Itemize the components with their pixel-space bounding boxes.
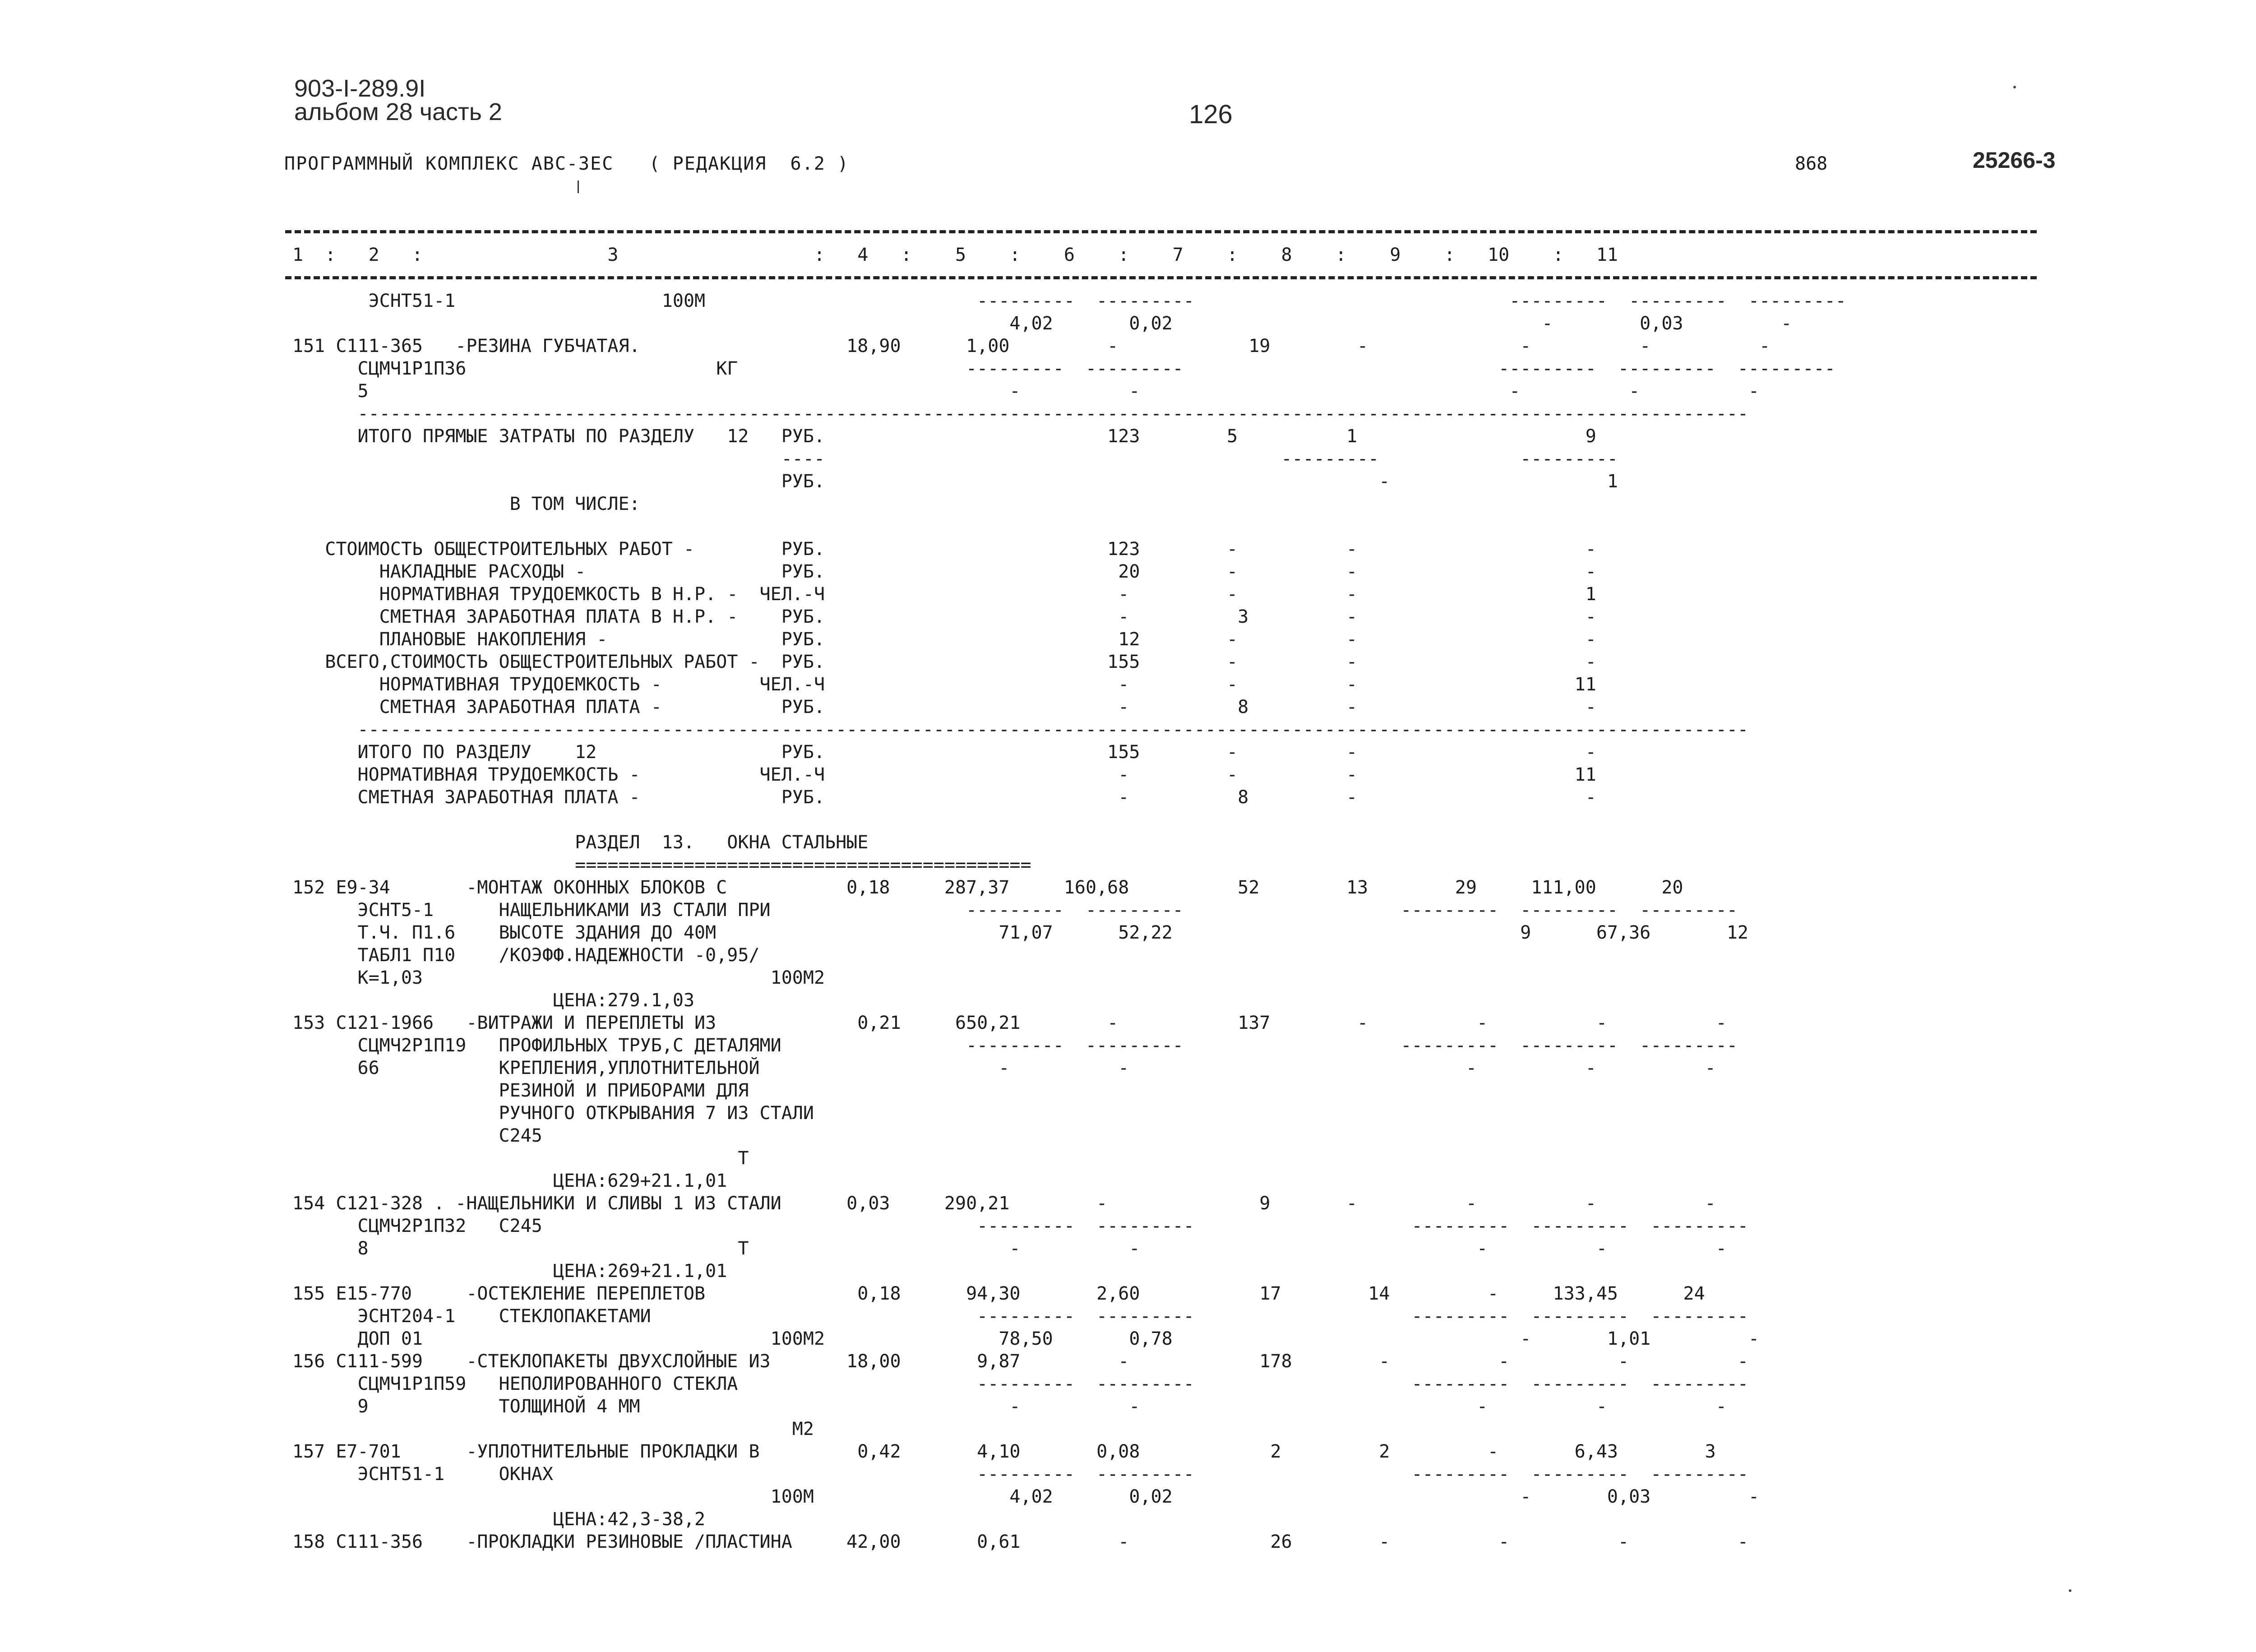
table-row: ДОП 01 100М2 78,50 0,78 - 1,01 - [292,1328,1760,1349]
table-row: ТАБЛ1 П10 /КОЭФФ.НАДЕЖНОСТИ -0,95/ [292,945,760,966]
table-row: СТОИМОСТЬ ОБЩЕСТРОИТЕЛЬНЫХ РАБОТ - РУБ. 123 - - - [292,539,1596,560]
table-row: С245 [292,1125,542,1146]
table-row: -------------------------------------------------------------------------------------------------------------------------------- [292,403,1748,424]
program-title: ПРОГРАММНЫЙ КОМПЛЕКС АВС-3ЕС ( РЕДАКЦИЯ 6.2 ) [284,153,849,174]
table-header-rule [285,276,2037,279]
table-row: ЦЕНА:42,3-38,2 [292,1509,706,1530]
album-label: альбом 28 часть 2 [294,98,502,125]
table-row: РЕЗИНОЙ И ПРИБОРАМИ ДЛЯ [292,1080,749,1101]
table-row: 156 С111-599 -СТЕКЛОПАКЕТЫ ДВУХСЛОЙНЫЕ ИЗ 18,00 9,87 - 178 - - - - [292,1351,1748,1372]
table-row: НАКЛАДНЫЕ РАСХОДЫ - РУБ. 20 - - - [292,561,1596,582]
table-row: СМЕТНАЯ ЗАРАБОТНАЯ ПЛАТА - РУБ. - 8 - - [292,697,1596,717]
table-row: ЦЕНА:629+21.1,01 [292,1171,727,1191]
document-code: 903-I-289.9I [294,75,426,102]
table-row: ЦЕНА:279.1,03 [292,990,695,1011]
table-row: 9 ТОЛЩИНОЙ 4 ММ - - - - - [292,1396,1727,1417]
section-underline: ========================================== [292,855,1031,875]
table-row: СЦМЧ1Р1П36 КГ --------- --------- --------- --------- --------- [292,358,1835,379]
table-row: 157 Е7-701 -УПЛОТНИТЕЛЬНЫЕ ПРОКЛАДКИ В 0,42 4,10 0,08 2 2 - 6,43 3 [292,1441,1716,1462]
table-row: 154 С121-328 . -НАЩЕЛЬНИКИ И СЛИВЫ 1 ИЗ СТАЛИ 0,03 290,21 - 9 - - - - [292,1193,1716,1214]
table-row: М2 [292,1419,814,1439]
table-row: ЭСНТ204-1 СТЕКЛОПАКЕТАМИ --------- --------- --------- --------- --------- [292,1306,1748,1327]
table-row: НОРМАТИВНАЯ ТРУДОЕМКОСТЬ - ЧЕЛ.-Ч - - - 11 [292,674,1596,695]
table-row: СМЕТНАЯ ЗАРАБОТНАЯ ПЛАТА - РУБ. - 8 - - [292,787,1596,808]
table-row: РУЧНОГО ОТКРЫВАНИЯ 7 ИЗ СТАЛИ [292,1103,814,1124]
table-row: 66 КРЕПЛЕНИЯ,УПЛОТНИТЕЛЬНОЙ - - - - - [292,1058,1716,1078]
table-row: ЭСНТ5-1 НАЩЕЛЬНИКАМИ ИЗ СТАЛИ ПРИ --------- --------- --------- --------- --------- [292,900,1738,921]
table-row: В ТОМ ЧИСЛЕ: [292,494,640,514]
table-row: Т.Ч. П1.6 ВЫСОТЕ ЗДАНИЯ ДО 40М 71,07 52,22 9 67,36 12 [292,922,1748,943]
table-row: ВСЕГО,СТОИМОСТЬ ОБЩЕСТРОИТЕЛЬНЫХ РАБОТ - РУБ. 155 - - - [292,652,1596,672]
table-row: 5 - - - - - [292,381,1760,402]
table-row: СЦМЧ2Р1П32 С245 --------- --------- --------- --------- --------- [292,1216,1748,1236]
speck-mark [2069,1589,2071,1592]
table-top-rule [285,230,2037,233]
page-number: 126 [1189,100,1233,129]
section-title: РАЗДЕЛ 13. ОКНА СТАЛЬНЫЕ [292,832,869,853]
table-row: РУБ. - 1 [292,471,1618,492]
table-row: Т [292,1148,749,1169]
pen-mark [578,180,579,193]
table-row: НОРМАТИВНАЯ ТРУДОЕМКОСТЬ - ЧЕЛ.-Ч - - - 11 [292,764,1596,785]
table-row: ЭСНТ51-1 ОКНАХ --------- --------- --------- --------- --------- [292,1464,1748,1485]
table-row: ЦЕНА:269+21.1,01 [292,1261,727,1282]
table-row: СЦМЧ1Р1П59 НЕПОЛИРОВАННОГО СТЕКЛА --------- --------- --------- --------- --------- [292,1374,1748,1394]
table-row: -------------------------------------------------------------------------------------------------------------------------------- [292,719,1748,740]
table-row: ЭСНТ51-1 100М --------- --------- --------- --------- --------- [292,291,1846,311]
table-row: 155 Е15-770 -ОСТЕКЛЕНИЕ ПЕРЕПЛЕТОВ 0,18 94,30 2,60 17 14 - 133,45 24 [292,1283,1705,1304]
table-row: СЦМЧ2Р1П19 ПРОФИЛЬНЫХ ТРУБ,С ДЕТАЛЯМИ --------- --------- --------- --------- --------- [292,1035,1738,1056]
table-row: НОРМАТИВНАЯ ТРУДОЕМКОСТЬ В Н.Р. - ЧЕЛ.-Ч - - - 1 [292,584,1596,605]
table-row: 8 Т - - - - - [292,1238,1727,1259]
table-row: 153 С121-1966 -ВИТРАЖИ И ПЕРЕПЛЕТЫ ИЗ 0,21 650,21 - 137 - - - - [292,1013,1727,1033]
table-row: ИТОГО ПО РАЗДЕЛУ 12 РУБ. 155 - - - [292,742,1596,763]
table-row: 4,02 0,02 - 0,03 - [292,313,1792,334]
column-header-row: 1 : 2 : 3 : 4 : 5 : 6 : 7 : 8 : 9 : 10 : 11 [292,245,1618,265]
table-row: ИТОГО ПРЯМЫЕ ЗАТРАТЫ ПО РАЗДЕЛУ 12 РУБ. 123 5 1 9 [292,426,1596,447]
table-row: 152 Е9-34 -МОНТАЖ ОКОННЫХ БЛОКОВ С 0,18 287,37 160,68 52 13 29 111,00 20 [292,877,1683,898]
document-number: 25266-3 [1973,148,2056,173]
sheet-code: 868 [1795,153,1828,174]
speck-mark [2013,86,2016,88]
table-row: ---- --------- --------- [292,449,1618,469]
table-row: 100М 4,02 0,02 - 0,03 - [292,1486,1760,1507]
table-row: 151 С111-365 -РЕЗИНА ГУБЧАТАЯ. 18,90 1,00 - 19 - - - - [292,336,1771,356]
table-row: К=1,03 100М2 [292,967,825,988]
table-row: СМЕТНАЯ ЗАРАБОТНАЯ ПЛАТА В Н.Р. - РУБ. - 3 - - [292,606,1596,627]
table-row: ПЛАНОВЫЕ НАКОПЛЕНИЯ - РУБ. 12 - - - [292,629,1596,650]
table-row: 158 С111-356 -ПРОКЛАДКИ РЕЗИНОВЫЕ /ПЛАСТИНА 42,00 0,61 - 26 - - - - [292,1532,1748,1552]
